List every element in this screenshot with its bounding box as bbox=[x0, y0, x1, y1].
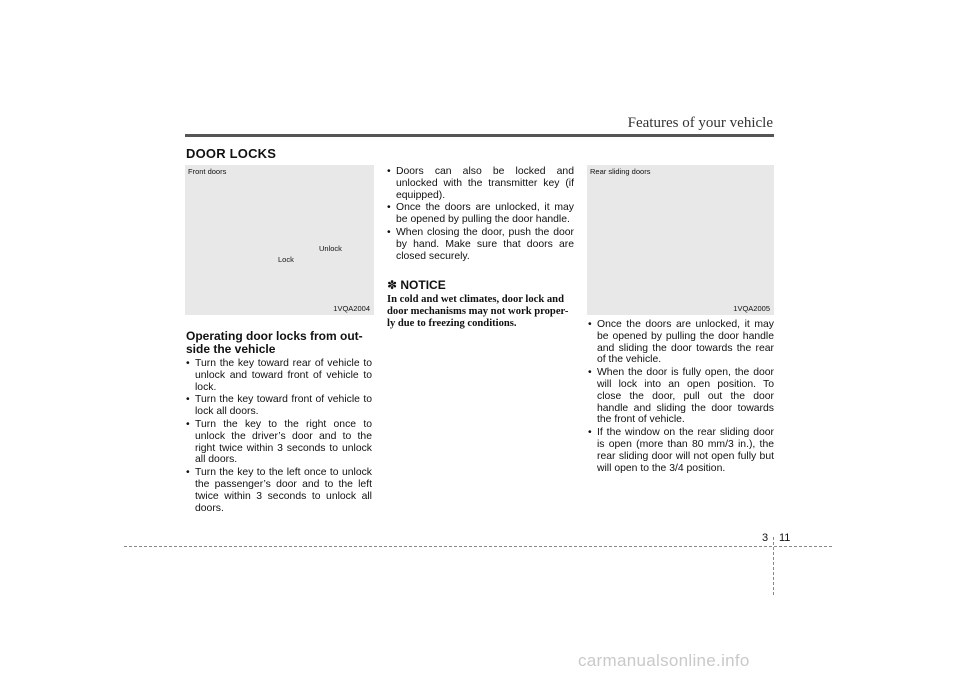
middle-column bbox=[387, 166, 574, 330]
list-item: • Once the doors are unlocked, it may be opened by pulling the door handle. bbox=[387, 202, 574, 226]
list-item: • When closing the door, push the door by hand. Make sure that doors are closed securely. bbox=[387, 227, 574, 262]
page-header-title: Features of your vehicle bbox=[627, 115, 773, 131]
footer-rule bbox=[124, 546, 832, 547]
notice-body: In cold and wet climates, door lock and door mechanisms may not work proper-ly due to freezing conditions. bbox=[387, 294, 569, 330]
figure-code: 1VQA2004 bbox=[333, 304, 370, 313]
list-item: • Once the doors are unlocked, it may be opened by pulling the door handle and sliding the door towards the rear of the vehicle. bbox=[588, 319, 774, 366]
list-item: • Doors can also be locked and unlocked with the transmitter key (if equipped). bbox=[387, 166, 574, 201]
unlock-label: Unlock bbox=[319, 244, 342, 253]
list-item: • When the door is fully open, the door will lock into an open position. To close the door, pull out the door handle and sliding the door towards the front of vehicle. bbox=[588, 367, 774, 426]
figure-caption: Rear sliding doors bbox=[590, 167, 651, 176]
lock-label: Lock bbox=[278, 255, 294, 264]
right-column bbox=[588, 319, 774, 475]
list-item: • Turn the key to the left once to unlock the passenger’s door and to the left twice within 3 seconds to unlock all doors. bbox=[186, 467, 372, 514]
list-item: • Turn the key toward rear of vehicle to unlock and toward front of vehicle to lock. bbox=[186, 358, 372, 393]
watermark: carmanualsonline.info bbox=[578, 651, 750, 670]
rear-sliding-doors-figure bbox=[587, 165, 774, 315]
section-heading: DOOR LOCKS bbox=[186, 146, 277, 161]
list-item: • Turn the key toward front of vehicle to lock all doors. bbox=[186, 394, 372, 418]
footer-divider bbox=[773, 537, 774, 595]
list-item: • Turn the key to the right once to unlock the driver’s door and to the right twice within 3 seconds to unlock all doors. bbox=[186, 419, 372, 466]
list-item: • If the window on the rear sliding door is open (more than 80 mm/3 in.), the rear sliding door will not open fully but will open to the 3/4 position. bbox=[588, 427, 774, 474]
bullet-list bbox=[588, 319, 774, 474]
figure-caption: Front doors bbox=[188, 167, 227, 176]
bullet-list bbox=[186, 358, 372, 514]
header-rule bbox=[185, 134, 774, 137]
front-doors-figure bbox=[185, 165, 374, 315]
notice-title: ✽ NOTICE bbox=[387, 278, 446, 293]
chapter-number: 3 bbox=[762, 532, 769, 544]
subheading: Operating door locks from out-side the vehicle bbox=[186, 329, 363, 356]
page-number: 11 bbox=[779, 532, 791, 544]
figure-code: 1VQA2005 bbox=[733, 304, 770, 313]
left-column bbox=[186, 330, 372, 515]
bullet-list bbox=[387, 166, 574, 262]
